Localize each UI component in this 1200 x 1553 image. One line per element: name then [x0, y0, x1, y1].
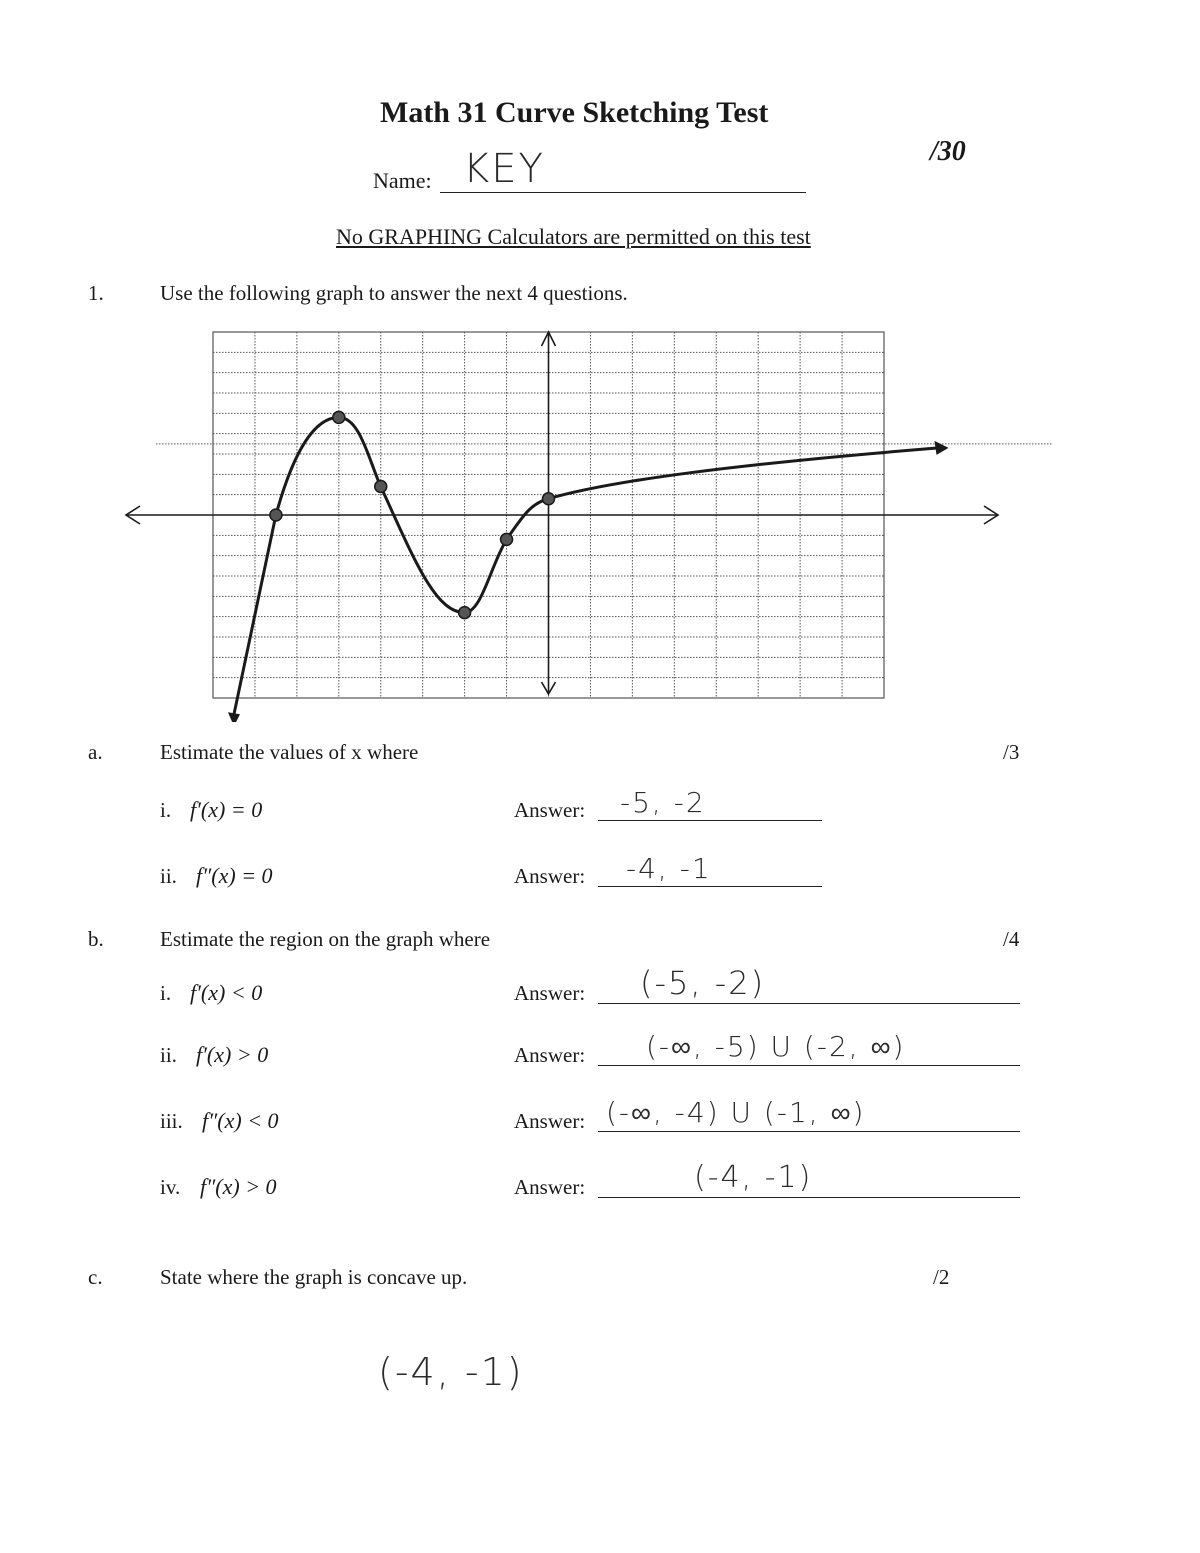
part-a-item-2-answer-label: Answer: [514, 864, 586, 888]
part-a-item-1-answer-line[interactable] [598, 820, 822, 821]
part-b-marks: /4 [1003, 927, 1020, 951]
part-b-item-4-expression: f″(x) > 0 [200, 1174, 277, 1199]
total-marks: /30 [930, 136, 966, 167]
name-value: KEY [463, 146, 545, 192]
part-a-item-2-answer: -4, -1 [626, 852, 712, 885]
part-a-item-2-number: ii. [160, 864, 177, 888]
page-title: Math 31 Curve Sketching Test [380, 96, 769, 129]
part-c-answer: (-4, -1) [378, 1350, 524, 1394]
name-label: Name: [373, 168, 432, 193]
function-graph [118, 322, 1053, 722]
part-b-item-3-answer: (-∞, -4) U (-1, ∞) [606, 1096, 866, 1129]
calculator-notice: No GRAPHING Calculators are permitted on this test [336, 224, 811, 249]
part-b-item-4-answer-label: Answer: [514, 1175, 586, 1199]
question-1-number: 1. [88, 281, 104, 305]
marked-point [375, 481, 387, 493]
marked-point [543, 493, 555, 505]
part-a-prompt [160, 740, 418, 765]
marked-point [459, 607, 471, 619]
part-b-item-1-number: i. [160, 981, 172, 1005]
function-curve [234, 417, 939, 714]
part-b-item-2-answer-line[interactable] [598, 1065, 1020, 1066]
part-b-item-1-answer: (-5, -2) [640, 964, 766, 1002]
part-b-item-1-expression: f′(x) < 0 [190, 980, 263, 1005]
part-a-item-1-expression: f′(x) = 0 [190, 797, 263, 822]
part-b-item-3-expression: f″(x) < 0 [202, 1108, 279, 1133]
part-b-item-4-number: iv. [160, 1175, 181, 1199]
marked-point [270, 509, 282, 521]
part-b-item-3-answer-line[interactable] [598, 1131, 1020, 1132]
part-a-item-1-number: i. [160, 798, 172, 822]
part-a-item-2-expression: f″(x) = 0 [196, 863, 273, 888]
part-b-item-2-expression: f′(x) > 0 [196, 1042, 269, 1067]
part-a-item-1-answer: -5, -2 [620, 786, 706, 819]
part-b-item-2-answer: (-∞, -5) U (-2, ∞) [646, 1030, 906, 1063]
part-b-item-3-number: iii. [160, 1109, 183, 1133]
part-c-prompt: State where the graph is concave up. [160, 1265, 468, 1289]
part-b-item-1-answer-line[interactable] [598, 1003, 1020, 1004]
part-b-item-2-number: ii. [160, 1043, 177, 1067]
part-b-item-3-answer-label: Answer: [514, 1109, 586, 1133]
part-c-marks: /2 [933, 1265, 950, 1289]
name-field-line[interactable] [440, 192, 806, 193]
graph-axes [126, 332, 1053, 722]
question-1-prompt: Use the following graph to answer the next 4 questions. [160, 281, 628, 305]
part-a-letter: a. [88, 740, 103, 764]
marked-point [501, 533, 513, 545]
part-b-item-2-answer-label: Answer: [514, 1043, 586, 1067]
part-b-item-1-answer-label: Answer: [514, 981, 586, 1005]
marked-point [333, 411, 345, 423]
part-b-prompt: Estimate the region on the graph where [160, 927, 491, 951]
part-c-letter: c. [88, 1265, 103, 1289]
part-b-letter: b. [88, 927, 104, 951]
part-b-item-4-answer-line[interactable] [598, 1197, 1020, 1198]
part-a-marks: /3 [1003, 740, 1020, 764]
part-b-item-4-answer: (-4, -1) [694, 1160, 813, 1195]
part-a-item-1-answer-label: Answer: [514, 798, 586, 822]
part-a-prompt-text: Estimate the values of x where [160, 740, 419, 764]
part-a-item-2-answer-line[interactable] [598, 886, 822, 887]
